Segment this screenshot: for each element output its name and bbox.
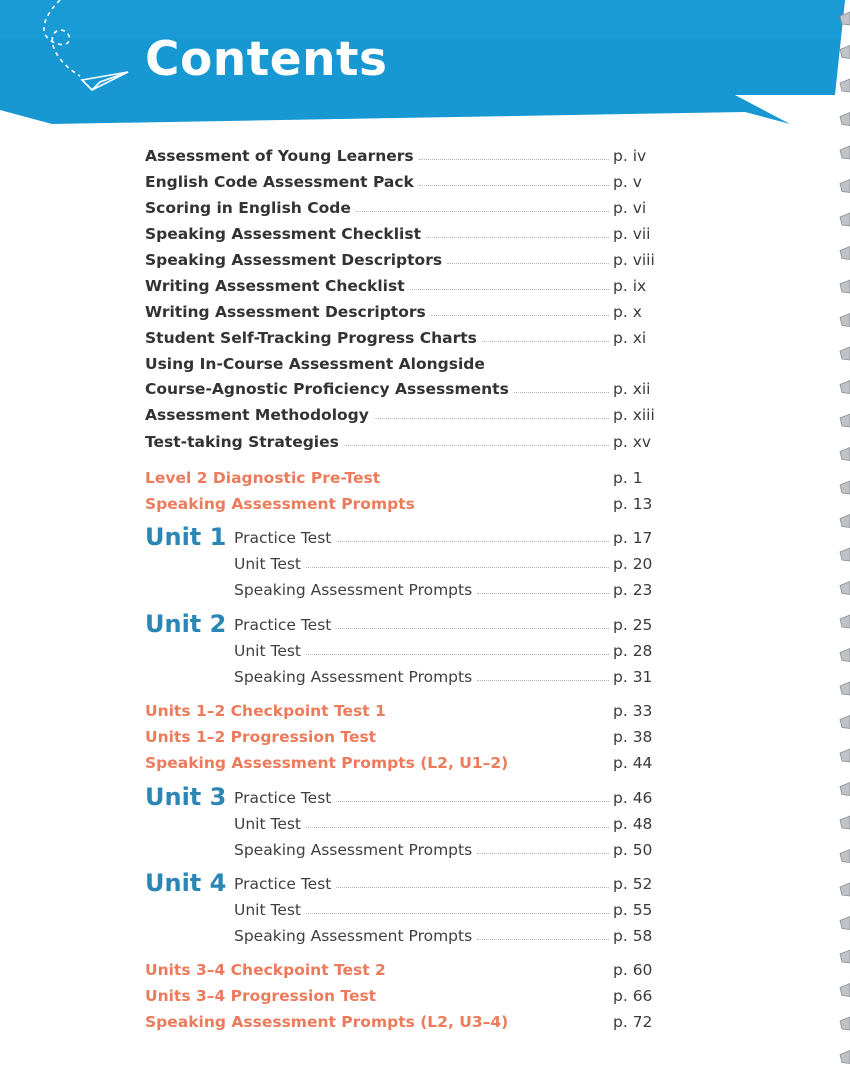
dot-leader: [419, 185, 609, 186]
binding-ring: [840, 548, 850, 561]
toc-entry: [234, 527, 660, 549]
toc-entry-page: p. v: [613, 173, 642, 191]
toc-entry-page: p. 28: [613, 642, 653, 660]
dot-leader: [306, 654, 609, 655]
toc-entry-page: p. xv: [613, 433, 652, 451]
dot-leader: [477, 680, 609, 681]
toc-entry-label: Speaking Assessment Prompts: [234, 579, 475, 601]
dot-leader: [477, 593, 609, 594]
binding-ring: [840, 180, 850, 193]
toc-entry-label: Course-Agnostic Proficiency Assessments: [145, 378, 512, 400]
dot-leader: [306, 567, 609, 568]
toc-entry-label: Speaking Assessment Checklist: [145, 223, 424, 245]
toc-entry-label: Test-taking Strategies: [145, 431, 342, 453]
binding-ring: [840, 917, 850, 930]
toc-entry-page: p. 52: [613, 875, 653, 893]
toc-entry-page: p. 1: [613, 469, 643, 487]
dot-leader: [356, 211, 609, 212]
toc-entry-label: Using In-Course Assessment Alongside: [145, 353, 488, 375]
toc-entry: [234, 787, 660, 809]
dot-leader: [482, 341, 609, 342]
toc-entry: [234, 666, 660, 688]
toc-entry-label: Unit Test: [234, 553, 304, 575]
binding-ring: [840, 515, 850, 528]
toc-entry-page: p. 20: [613, 555, 653, 573]
toc-entry-label: Speaking Assessment Prompts: [234, 666, 475, 688]
binding-ring: [840, 347, 850, 360]
toc-entry-page: p. vii: [613, 225, 651, 243]
binding-ring: [840, 716, 850, 729]
unit-heading: Unit 1: [145, 523, 227, 551]
binding-ring: [840, 414, 850, 427]
toc-entry-label: Units 1–2 Checkpoint Test 1: [145, 700, 389, 722]
dot-leader: [336, 541, 609, 542]
toc-entry: [145, 467, 660, 489]
toc-entry-label: Assessment Methodology: [145, 404, 372, 426]
binding-ring: [840, 448, 850, 461]
binding-ring: [840, 749, 850, 762]
dot-leader: [431, 315, 609, 316]
toc-entry-page: p. 48: [613, 815, 653, 833]
binding-ring: [840, 816, 850, 829]
dot-leader: [477, 853, 609, 854]
header-banner: [0, 0, 850, 130]
binding-ring: [840, 146, 850, 159]
dot-leader: [477, 939, 609, 940]
toc-entry: [234, 839, 660, 861]
toc-entry-page: p. 25: [613, 616, 653, 634]
toc-entry-label: Units 3–4 Progression Test: [145, 985, 379, 1007]
toc-entry-label: Unit Test: [234, 640, 304, 662]
toc-entry: [145, 353, 660, 375]
toc-entry-page: p. 44: [613, 754, 653, 772]
binding-ring: [840, 950, 850, 963]
toc-entry-page: p. x: [613, 303, 642, 321]
toc-entry-label: Speaking Assessment Prompts: [145, 493, 418, 515]
toc-entry-page: p. 46: [613, 789, 653, 807]
toc-entry: [145, 197, 660, 219]
toc-entry-page: p. 50: [613, 841, 653, 859]
toc-entry-label: Units 1–2 Progression Test: [145, 726, 379, 748]
toc-entry-page: p. 60: [613, 961, 653, 979]
toc-entry-label: Scoring in English Code: [145, 197, 354, 219]
binding-ring: [840, 783, 850, 796]
binding-ring: [840, 1017, 850, 1030]
dot-leader: [419, 159, 609, 160]
toc-entry-label: Speaking Assessment Prompts: [234, 839, 475, 861]
toc-entry: [234, 813, 660, 835]
toc-entry-page: p. 58: [613, 927, 653, 945]
toc-entry-page: p. ix: [613, 277, 647, 295]
toc-entry: [145, 145, 660, 167]
dot-leader: [336, 801, 609, 802]
binding-ring: [840, 582, 850, 595]
toc-entry-page: p. iv: [613, 147, 647, 165]
toc-entry-page: p. xii: [613, 380, 651, 398]
binding-ring: [840, 1051, 850, 1064]
toc-entry: [145, 1011, 660, 1033]
unit-heading: Unit 3: [145, 783, 227, 811]
dot-leader: [410, 289, 609, 290]
binding-ring: [840, 113, 850, 126]
toc-entry-page: p. xiii: [613, 406, 655, 424]
toc-entry: [145, 985, 660, 1007]
binding-ring: [840, 213, 850, 226]
dot-leader: [336, 887, 609, 888]
toc-entry: [234, 873, 660, 895]
toc-entry: [145, 249, 660, 271]
toc-entry-label: Speaking Assessment Prompts: [234, 925, 475, 947]
toc-entry-label: Assessment of Young Learners: [145, 145, 417, 167]
binding-ring: [840, 615, 850, 628]
binding-ring: [840, 883, 850, 896]
toc-entry-page: p. 38: [613, 728, 653, 746]
binding-ring: [840, 247, 850, 260]
toc-entry: [145, 404, 660, 426]
toc-entry-page: p. viii: [613, 251, 655, 269]
unit-heading: Unit 2: [145, 610, 227, 638]
toc-entry-page: p. vi: [613, 199, 647, 217]
dot-leader: [426, 237, 609, 238]
page-title: Contents: [145, 32, 388, 87]
toc-entry: [145, 959, 660, 981]
toc-entry-label: Practice Test: [234, 787, 334, 809]
toc-entry-label: Practice Test: [234, 614, 334, 636]
toc-entry: [234, 579, 660, 601]
unit-heading: Unit 4: [145, 869, 227, 897]
dot-leader: [336, 628, 609, 629]
dot-leader: [514, 392, 609, 393]
binding-ring: [840, 79, 850, 92]
binding-ring: [840, 381, 850, 394]
toc-entry-label: English Code Assessment Pack: [145, 171, 417, 193]
toc-entry: [145, 752, 660, 774]
binding-ring: [840, 481, 850, 494]
binding-ring: [840, 850, 850, 863]
toc-entry: [234, 553, 660, 575]
toc-entry-label: Practice Test: [234, 527, 334, 549]
toc-entry-page: p. 55: [613, 901, 653, 919]
binding-ring: [840, 984, 850, 997]
toc-entry-label: Unit Test: [234, 813, 304, 835]
toc-entry: [234, 640, 660, 662]
dot-leader: [447, 263, 609, 264]
dot-leader: [374, 418, 609, 419]
toc-entry-label: Speaking Assessment Descriptors: [145, 249, 445, 271]
toc-entry: [145, 493, 660, 515]
dot-leader: [306, 913, 609, 914]
binding-ring: [840, 46, 850, 59]
toc-entry-label: Speaking Assessment Prompts (L2, U3–4): [145, 1011, 511, 1033]
binding-ring: [840, 682, 850, 695]
toc-entry-page: p. xi: [613, 329, 647, 347]
toc-entry: [145, 700, 660, 722]
toc-entry: [145, 726, 660, 748]
binding-ring: [840, 12, 850, 25]
toc-entry-page: p. 17: [613, 529, 653, 547]
dot-leader: [306, 827, 609, 828]
toc-entry: [145, 223, 660, 245]
toc-entry: [234, 614, 660, 636]
toc-entry: [145, 431, 660, 453]
toc-entry-page: p. 23: [613, 581, 653, 599]
toc-entry-label: Speaking Assessment Prompts (L2, U1–2): [145, 752, 511, 774]
binding-ring: [840, 649, 850, 662]
toc-entry-page: p. 13: [613, 495, 653, 513]
toc-entry: [145, 378, 660, 400]
toc-entry-label: Writing Assessment Checklist: [145, 275, 408, 297]
toc-entry: [145, 171, 660, 193]
toc-entry-label: Unit Test: [234, 899, 304, 921]
toc-entry-label: Practice Test: [234, 873, 334, 895]
toc-entry-label: Writing Assessment Descriptors: [145, 301, 429, 323]
spiral-binding: [836, 0, 850, 1080]
toc-entry-page: p. 31: [613, 668, 653, 686]
toc-entry: [145, 327, 660, 349]
toc-entry-page: p. 72: [613, 1013, 653, 1031]
binding-ring: [840, 314, 850, 327]
toc-entry: [234, 899, 660, 921]
toc-entry-label: Units 3–4 Checkpoint Test 2: [145, 959, 389, 981]
toc-entry-label: Level 2 Diagnostic Pre-Test: [145, 467, 383, 489]
toc-entry-page: p. 33: [613, 702, 653, 720]
toc-entry-page: p. 66: [613, 987, 653, 1005]
toc-entry: [145, 275, 660, 297]
dot-leader: [344, 445, 609, 446]
binding-ring: [840, 280, 850, 293]
toc-entry: [145, 301, 660, 323]
toc-entry-label: Student Self-Tracking Progress Charts: [145, 327, 480, 349]
toc-entry: [234, 925, 660, 947]
